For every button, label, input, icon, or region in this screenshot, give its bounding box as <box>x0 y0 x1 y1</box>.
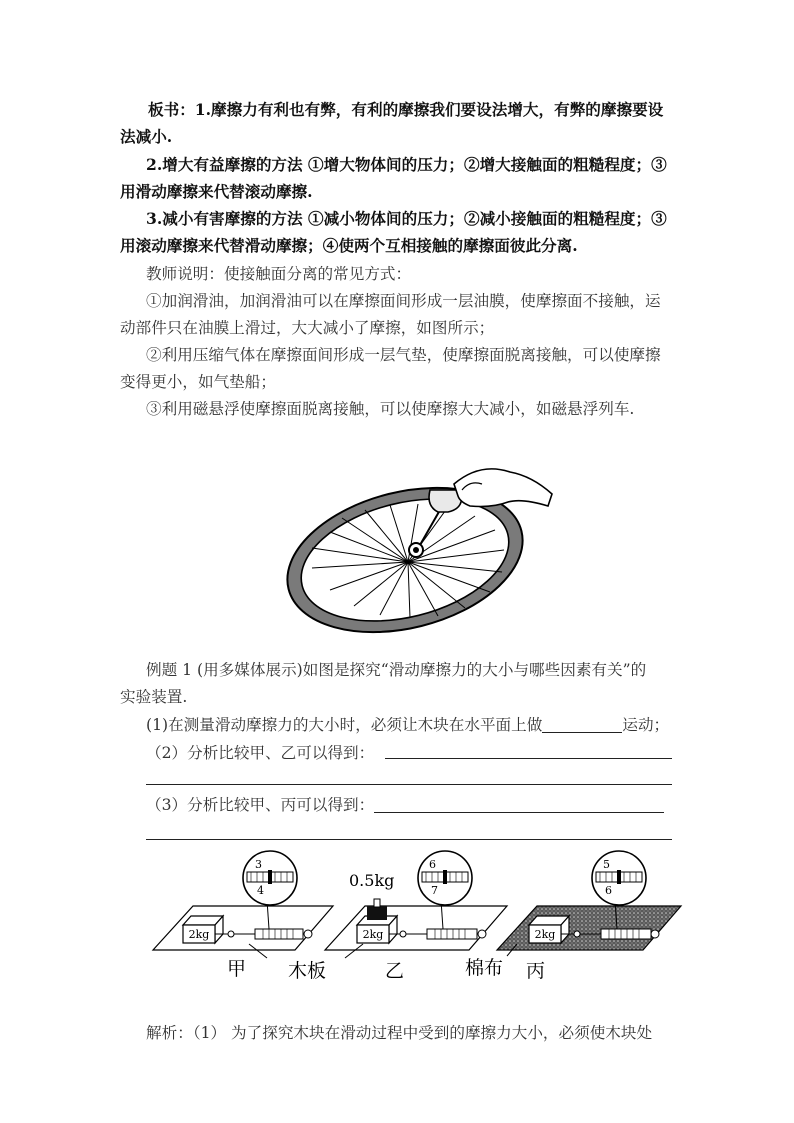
question-2: （2）分析比较甲、乙可以得到： <box>146 744 375 762</box>
label-bing: 丙 <box>526 960 546 982</box>
block-bing <box>529 916 569 943</box>
setup-bing <box>497 851 681 950</box>
teacher-item1-line1: ①加润滑油，加润滑油可以在摩擦面间形成一层油膜，使摩擦面不接触，运 <box>146 292 661 310</box>
example-intro-line1: 例题 1 (用多媒体展示)如图是探究“滑动摩擦力的大小与哪些因素有关”的 <box>146 661 647 679</box>
answer-blank-3b[interactable] <box>146 839 672 840</box>
block-jia <box>183 916 223 943</box>
block-mass-yi: 2kg <box>362 928 384 941</box>
block-yi <box>357 916 397 943</box>
label-yi: 乙 <box>385 960 405 982</box>
teacher-item2-line1: ②利用压缩气体在摩擦面间形成一层气垫，使摩擦面脱离接触，可以使摩擦 <box>146 346 661 364</box>
board-note-2-line2: 用滑动摩擦来代替滚动摩擦. <box>120 182 313 201</box>
label-wood-board: 木板 <box>288 960 327 982</box>
gauge-jia-label-top: 3 <box>255 858 262 871</box>
answer-blank-2a[interactable] <box>385 758 672 759</box>
setup-yi <box>325 851 507 950</box>
board-note-3-line2: 用滚动摩擦来代替滑动摩擦；④使两个互相接触的摩擦面彼此分离. <box>120 236 578 255</box>
question-1 <box>146 715 669 735</box>
answer-blank-2b[interactable] <box>146 784 672 785</box>
board-note-2-line1: 2.增大有益摩擦的方法 ①增大物体间的压力；②增大接触面的粗糙程度；③ <box>146 155 667 174</box>
setup-jia <box>153 851 333 950</box>
weight-yi <box>367 899 387 920</box>
mass-added-label: 0.5kg <box>349 871 395 890</box>
question-1-suffix: 运动； <box>622 716 670 734</box>
answer-blank-1[interactable] <box>542 718 622 733</box>
gauge-bing-label-top: 5 <box>603 858 610 871</box>
label-jia: 甲 <box>227 958 247 980</box>
wheel-oiling-illustration <box>270 450 570 650</box>
gauge-yi-label-bottom: 7 <box>431 884 438 897</box>
teacher-item2-line2: 变得更小，如气垫船； <box>120 373 276 391</box>
block-mass-bing: 2kg <box>534 928 556 941</box>
board-note-1-line2: 法减小. <box>120 127 173 146</box>
gauge-bing-label-bottom: 6 <box>605 884 612 897</box>
question-3: （3）分析比较甲、丙可以得到： <box>146 796 375 814</box>
teacher-item1-line2: 动部件只在油膜上滑过，大大减小了摩擦，如图所示； <box>120 319 495 337</box>
example-intro-line2: 实验装置. <box>120 688 188 706</box>
answer-blank-3a[interactable] <box>374 812 664 813</box>
friction-experiment-figure <box>145 848 685 983</box>
gauge-yi-label-top: 6 <box>429 858 436 871</box>
question-1-prefix: (1)在测量滑动摩擦力的大小时，必须让木块在水平面上做 <box>146 716 543 734</box>
block-mass-jia: 2kg <box>188 928 210 941</box>
analysis-text: 解析：（1） 为了探究木块在滑动过程中受到的摩擦力大小，必须使木块处 <box>146 1024 653 1042</box>
board-note-3-line1: 3.减小有害摩擦的方法 ①减小物体间的压力；②减小接触面的粗糙程度；③ <box>146 209 667 228</box>
label-cotton-cloth: 棉布 <box>465 957 504 979</box>
gauge-jia-label-bottom: 4 <box>257 884 264 897</box>
board-note-1-line1: 板书：1.摩擦力有利也有弊，有利的摩擦我们要设法增大，有弊的摩擦要设 <box>148 100 664 119</box>
teacher-item3: ③利用磁悬浮使摩擦面脱离接触，可以使摩擦大大减小，如磁悬浮列车. <box>146 400 635 418</box>
teacher-intro: 教师说明：使接触面分离的常见方式： <box>146 265 412 283</box>
